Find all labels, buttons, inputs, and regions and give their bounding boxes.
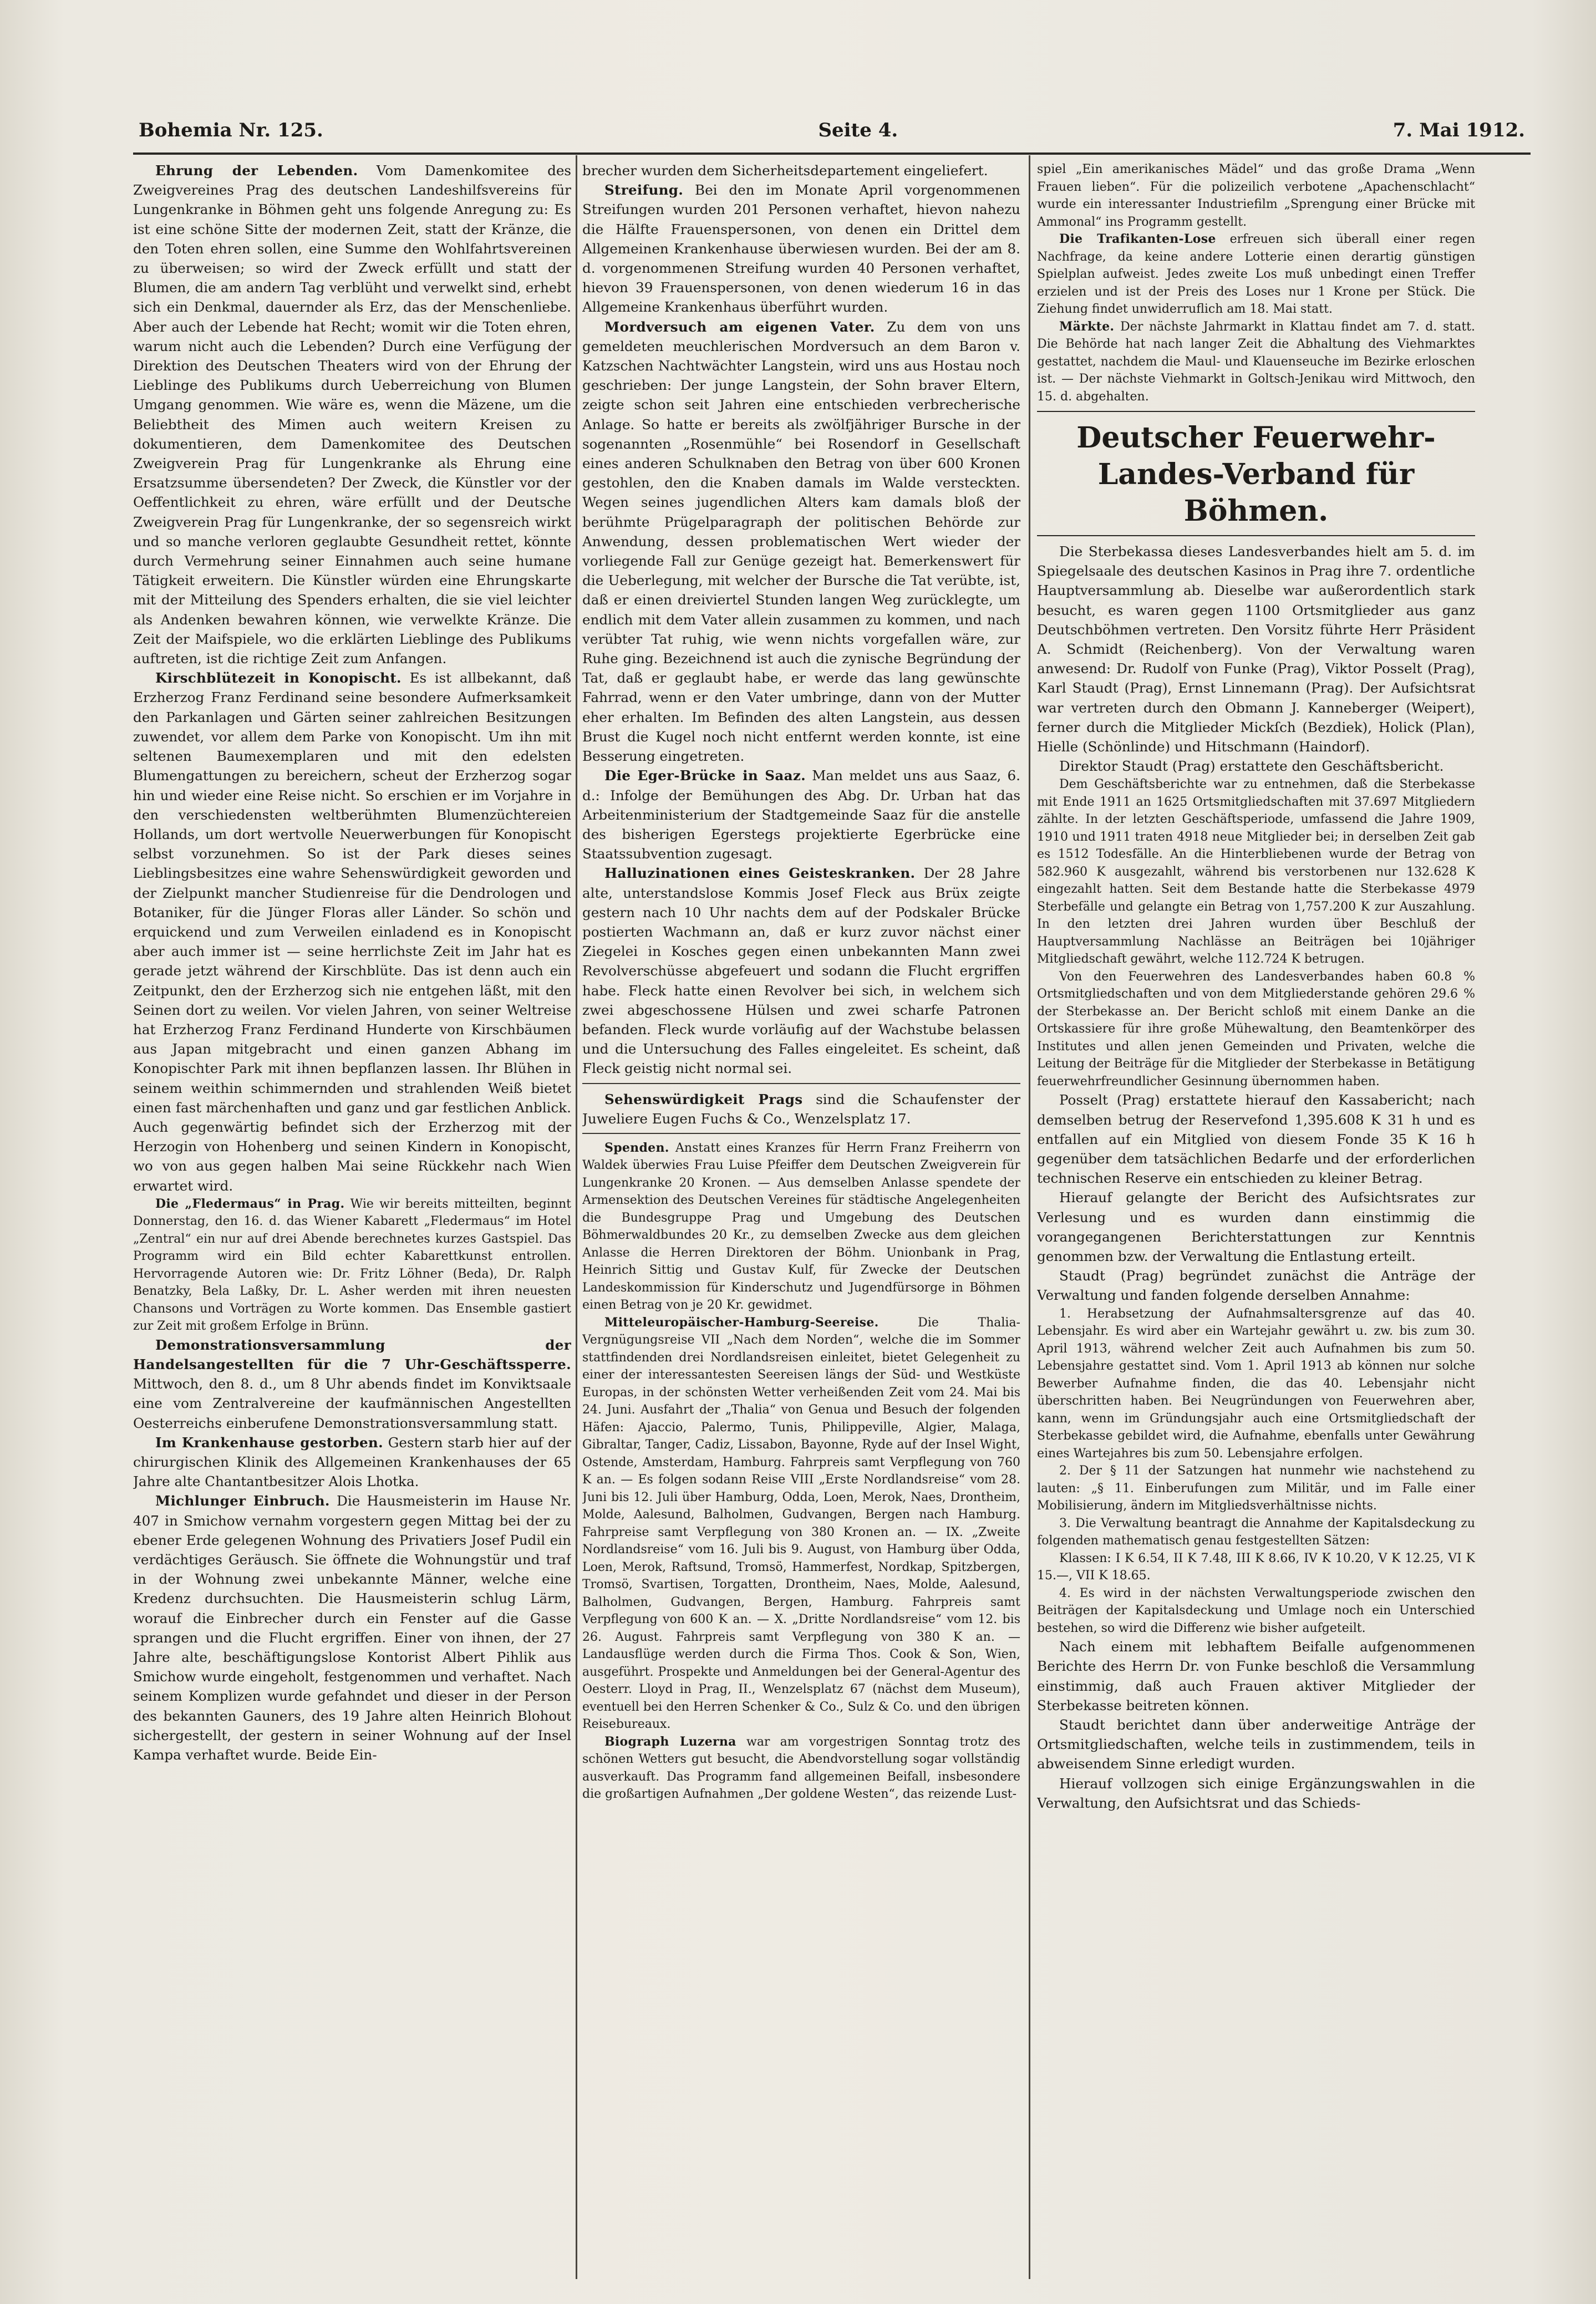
article-heading: Kirschblütezeit in Konopischt.	[155, 670, 401, 686]
article-heading: Die „Fledermaus“ in Prag.	[155, 1196, 345, 1211]
article-body: erfreuen sich überall einer regen Nachfrage, da keine andere Lotterie einen derartig günstigen Spielplan aufweist. Jedes zweite Los muß unbedingt einen Treffer erzielen und ist der Preis des Loses nur 1 Krone per Stück. Die Ziehung findet unwiderruflich am 18. Mai statt.	[1037, 232, 1475, 316]
article-heading: Michlunger Einbruch.	[155, 1493, 330, 1509]
report-paragraph: Staudt (Prag) begründet zunächst die Anträge der Verwaltung und fanden folgende derselben Annahme:	[1037, 1268, 1475, 1304]
report-paragraph: 4. Es wird in der nächsten Verwaltungsperiode zwischen den Beiträgen der Kapitalsdeckung und Umlage noch ein Unterschied bestehen, so wird die Differenz wie bisher aufgeteilt.	[1037, 1586, 1475, 1635]
report-paragraph: Hierauf gelangte der Bericht des Aufsichtsrates zur Verlesung und es wurden dann einstimmig die vorangegangenen Berichterstattungen zur Kenntnis genommen bzw. der Verwaltung die Entlastung erteilt.	[1037, 1189, 1475, 1265]
article-heading: Streifung.	[604, 182, 684, 199]
article-body: Es ist allbekannt, daß Erzherzog Franz Ferdinand seine besondere Aufmerksamkeit den Parkanlagen und Gärten seiner zahlreichen Besitzungen zuwendet, vor allem dem Parke von Konopischt. Um ihn mit seltenen Baumexemplaren und mit den edelsten Blumengattungen zu bereichern, scheut der Erzherzog sogar hin und wieder eine Reise nicht. So erschien er im Vorjahre in den verschiedensten weltberühmten Blumenzüchtereien Hollands, um dort wertvolle Neuerwerbungen für Konopischt selbst vorzunehmen. So ist der Park dieses seines Lieblingsbesitzes eine wahre Sehenswürdigkeit geworden und der Zielpunkt mancher Studienreise für die Dendrologen und Botaniker, für die Jünger Floras aller Länder. So schön und erquickend und zum Verweilen einladend es in Konopischt aber auch immer ist — seine herrlichste Zeit im Jahr hat es gerade jetzt während der Kirschblüte. Das ist denn auch ein Zeitpunkt, den der Erzherzog sich nie entgehen läßt, mit den Seinen dort zu weilen. Vor vielen Jahren, von seiner Weltreise hat Erzherzog Franz Ferdinand Hunderte von Kirschbäumen aus Japan mitgebracht und einen ganzen Abhang im Konopischter Park mit ihnen bepflanzen lassen. Ihr Blühen in seinem weithin schimmernden und strahlenden Weiß bietet einen fast märchenhaften und ganz und gar festlichen Anblick. Auch gegenwärtig befindet sich der Erzherzog mit der Herzogin von Hohenberg und seinen Kindern in Konopischt, wo von aus gegen halben Mai seine Rückkehr nach Wien erwartet wird.	[133, 670, 571, 1194]
article	[133, 1491, 571, 1764]
article	[582, 1733, 1020, 1803]
article-body: war am vorgestrigen Sonntag trotz des schönen Wetters gut besucht, die Abendvorstellung sogar vollständig ausverkauft. Das Programm fand allgemeinen Beifall, insbesondere die großartigen Aufnahmen „Der goldene Westen“, das reizende Lust-	[582, 1735, 1020, 1802]
column-divider	[1029, 155, 1030, 2279]
report-paragraph: Dem Geschäftsberichte war zu entnehmen, daß die Sterbekasse mit Ende 1911 an 1625 Ortsmitgliedschaften mit 37.697 Mitgliedern zählte. In der letzten Geschäftsperiode, umfassend die Jahre 1909, 1910 und 1911 traten 4918 neue Mitglieder bei; in derselben Zeit gab es 1512 Todesfälle. An die Hinterbliebenen wurde der Betrag von 582.960 K ausgezahlt, während bis verstorbenen nur 132.628 K eingezahlt hatten. Seit dem Bestande hatte die Sterbekasse 4979 Sterbefälle und gelangte ein Betrag von 1,757.200 K zur Auszahlung. In den letzten drei Jahren wurden über Beschluß der Hauptversammlung Nachlässe an Beiträgen bei 10jähriger Mitgliedschaft gewährt, welche 112.724 K betrugen.	[1037, 777, 1475, 967]
report-paragraph: Klassen: I K 6.54, II K 7.48, III K 8.66, IV K 10.20, V K 12.25, VI K 15.—, VII K 18.65.	[1037, 1551, 1475, 1583]
article	[133, 1335, 571, 1433]
article	[582, 766, 1020, 863]
article-body: Zu dem von uns gemeldeten meuchlerischen Mordversuch an dem Baron v. Katzschen Nachtwächter Langstein, wird uns aus Hostau noch geschrieben: Der junge Langstein, der Sohn braver Eltern, zeigte schon seit Jahren eine entschieden verbrecherische Anlage. So hatte er bereits als zwölfjähriger Bursche in der sogenannten „Rosenmühle“ bei Rosendorf in Gesellschaft eines anderen Schulknaben den Betrag von über 600 Kronen gestohlen, den die Knaben damals im Walde versteckten. Wegen seines jugendlichen Alters kam damals bloß der berühmte Prügelparagraph der politischen Behörde zur Anwendung, dessen problematischen Wert wieder der vorliegende Fall zur Genüge gezeigt hat. Bemerkenswert für die Ueberlegung, mit welcher der Bursche die Tat verübte, ist, daß er einen dreiviertel Stunden langen Weg zurücklegte, um endlich mit dem Vater allein zusammen zu kommen, und nach verübter Tat ruhig, wie wenn nichts vorgefallen wäre, zur Ruhe ging. Bezeichnend ist auch die zynische Begründung der Tat, daß er geglaubt habe, er werde das lang gewünschte Fahrrad, wenn er den Vater umbringe, dann von der Mutter eher erhalten. Im Befinden des alten Langstein, aus dessen Brust die Kugel noch nicht entfernt werden konnte, ist eine Besserung eingetreten.	[582, 318, 1020, 765]
article	[582, 863, 1020, 1078]
report-paragraph: Posselt (Prag) erstattete hierauf den Kassabericht; nach demselben betrug der Reservefond 1,395.608 K 31 h und es entfallen auf ein Mitglied von diesem Fonde 35 K 16 h gegenüber dem tatsächlichen Bedarfe und der erforderlichen technischen Reserve ein entschieden zu kleiner Betrag.	[1037, 1092, 1475, 1187]
article-heading: Märkte.	[1059, 319, 1115, 334]
article-heading: Die Trafikanten-Lose	[1059, 232, 1216, 246]
column-2	[582, 161, 1020, 2268]
article	[582, 180, 1020, 317]
section-headline: Deutscher Feuerwehr-Landes-Verband für Böhmen.	[1076, 421, 1436, 528]
report-paragraph: 3. Die Verwaltung beantragt die Annahme der Kapitalsdeckung zu folgenden mathematisch genau festgestellten Sätzen:	[1037, 1516, 1475, 1548]
article-body: Die Thalia-Vergnügungsreise VII „Nach dem Norden“, welche die im Sommer stattfindenden drei Nordlandsreisen einleitet, bietet Gelegenheit zu einer der interessantesten Seereisen längs der Süd- und Westküste Europas, in der schönsten Wetter verheißenden Zeit vom 24. Mai bis 24. Juni. Ausfahrt der „Thalia“ von Genua und Besuch der folgenden Häfen: Ajaccio, Palermo, Tunis, Philippeville, Algier, Malaga, Gibraltar, Tanger, Cadiz, Lissabon, Bayonne, Ryde auf der Insel Wight, Ostende, Amsterdam, Hamburg. Fahrpreis samt Verpflegung von 760 K an. — Es folgen sodann Reise VIII „Erste Nordlandsreise“ vom 28. Juni bis 12. Juli über Hamburg, Odda, Loen, Merok, Naes, Drontheim, Molde, Aalesund, Balholmen, Gudvangen, Bergen nach Hamburg. Fahrpreise samt Verpflegung von 380 Kronen an. — IX. „Zweite Nordlandsreise“ vom 16. Juli bis 9. August, von Hamburg über Odda, Loen, Merok, Raftsund, Tromsö, Hammerfest, Nordkap, Spitzbergen, Tromsö, Svartisen, Torgatten, Drontheim, Naes, Molde, Aalesund, Balholmen, Gudvangen, Bergen, Hamburg. Fahrpreis samt Verpflegung von 600 K an. — X. „Dritte Nordlandsreise“ vom 12. bis 26. August. Fahrpreis samt Verpflegung von 380 K an. — Landausflüge werden durch die Firma Thos. Cook & Son, Wien, ausgeführt. Prospekte und Anmeldungen bei der General-Agentur des Oesterr. Lloyd in Prag, II., Wenzelsplatz 67 (nächst dem Museum), eventuell bei den Herren Schenker & Co., Sulz & Co. und den übrigen Reisebureaux.	[582, 1315, 1020, 1732]
article-heading: Ehrung der Lebenden.	[155, 162, 358, 179]
section-rule	[1037, 411, 1475, 412]
article	[133, 668, 571, 1195]
section-rule	[1037, 535, 1475, 536]
article-body: Wie wir bereits mitteilten, beginnt Donnerstag, den 16. d. das Wiener Kabarett „Fledermaus“ im Hotel „Zentral“ ein nur auf drei Abende berechnetes kurzes Gastspiel. Das Programm wird ein Bild echter Kabarettkunst entrollen. Hervorragende Autoren wie: Dr. Fritz Löhner (Beda), Dr. Ralph Benatzky, Bela Laßky, Dr. L. Asher werden mit ihren neuesten Chansons und Vorträgen zu Worte kommen. Das Ensemble gastiert zur Zeit mit großem Erfolge in Brünn.	[133, 1197, 571, 1334]
article	[582, 317, 1020, 766]
report-paragraph: Die Sterbekassa dieses Landesverbandes hielt am 5. d. im Spiegelsaale des deutschen Kasinos in Prag ihre 7. ordentliche Hauptversammlung ab. Dieselbe war außerordentlich stark besucht, es waren gegen 1100 Ortsmitglieder aus ganz Deutschböhmen vertreten. Den Vorsitz führte Herr Präsident A. Schmidt (Reichenberg). Von der Verwaltung waren anwesend: Dr. Rudolf von Funke (Prag), Viktor Posselt (Prag), Karl Staudt (Prag), Ernst Linnemann (Prag). Der Aufsichtsrat war vertreten durch den Obmann J. Kanneberger (Weipert), ferner durch die Mitglieder Mickſch (Bezdiek), Holick (Plan), Hielle (Schönlinde) und Hitschmann (Haindorf).	[1037, 543, 1475, 755]
article-heading: Sehenswürdigkeit Prags	[604, 1091, 803, 1107]
article-continuation: brecher wurden dem Sicherheitsdepartement eingeliefert.	[582, 162, 988, 179]
report-paragraph: Hierauf vollzogen sich einige Ergänzungswahlen in die Verwaltung, den Aufsichtsrat und das Schieds-	[1037, 1775, 1475, 1811]
advertisement	[582, 1090, 1020, 1128]
report-paragraph: Nach einem mit lebhaftem Beifalle aufgenommenen Berichte des Herrn Dr. von Funke beschloß die Versammlung einstimmig, daß auch Frauen aktiver Mitglieder der Sterbekasse beitreten können.	[1037, 1639, 1475, 1713]
article-heading: Mordversuch am eigenen Vater.	[604, 318, 875, 335]
article-heading: Mitteleuropäischer-Hamburg-Seereise.	[604, 1315, 879, 1330]
article-heading: Halluzinationen eines Geisteskranken.	[604, 865, 916, 882]
masthead	[139, 111, 1525, 150]
article-body: Gestern starb hier auf der chirurgischen Klinik des Allgemeinen Krankenhauses der 65 Jahre alte Chantantbesitzer Alois Lhotka.	[133, 1434, 571, 1490]
report-paragraph: 1. Herabsetzung der Aufnahmsaltersgrenze auf das 40. Lebensjahr. Es wird aber ein Wartejahr gewährt u. zw. bis zum 30. April 1913, während welcher Zeit auch Aufnahmen bis zum 50. Lebensjahre gestattet sind. Vom 1. April 1913 ab können nur solche Bewerber Aufnahme finden, die das 40. Lebensjahr nicht überschritten haben. Bei Neugründungen von Feuerwehren aber, kann, wenn im Gründungsjahr auch eine Ortsmitgliedschaft der Sterbekasse gebildet wird, die Aufnahme, ebenfalls unter Gewährung eines Wartejahres bis zum 50. Lebensjahre erfolgen.	[1037, 1306, 1475, 1461]
article	[1037, 231, 1475, 318]
article-body: Vom Damenkomitee des Zweigvereines Prag des deutschen Landeshilfsvereins für Lungenkranke in Böhmen geht uns folgende Anregung zu: Es ist eine schöne Sitte der modernen Zeit, statt der Kränze, die den Toten ehren sollen, eine Summe den Wohlfahrtsvereinen zu überweisen; so wird der Zweck erfüllt und statt der Blumen, die am andern Tag verblüht und verwelkt sind, erhebt sich ein Denkmal, dauernder als Erz, das der Menschenliebe. Aber auch der Lebende hat Recht; womit wir die Toten ehren, warum nicht auch die Lebenden? Durch eine Verfügung der Direktion des Deutschen Theaters wird von der Ehrung der Lieblinge des Publikums durch Ueberreichung von Blumen Umgang genommen. Wie wäre es, wenn die Mäzene, um die Beliebtheit des Mimen auch weitern Kreisen zu dokumentieren, dem Damenkomitee des Deutschen Zweigverein Prag für Lungenkranke als Ehrung eine Ersatzsumme übersendeten? Der Zweck, die Künstler vor der Oeffentlichkeit zu ehren, wäre erfüllt und der Deutsche Zweigverein Prag für Lungenkranke, der so segensreich wirkt und so manche verloren geglaubte Gesundheit rettet, könnte durch Vermehrung seiner Einnahmen auch seine humane Tätigkeit erweitern. Die Künstler würden eine Ehrungskarte mit der Mitteilung des Spenders erhalten, die sie viel leichter als Andenken bewahren können, wie verwelkte Kränze. Die Zeit der Maifspiele, wo die erklärten Lieblinge des Publikums auftreten, ist die richtige Zeit zum Anfangen.	[133, 162, 571, 667]
article-heading: Die Eger-Brücke in Saaz.	[604, 767, 806, 784]
article-body: Bei den im Monate April vorgenommenen Streifungen wurden 201 Personen verhaftet, hievon nahezu die Hälfte Frauenspersonen, von denen ein Drittel dem Allgemeinen Krankenhause überwiesen wurden. Bei der am 8. d. vorgenommenen Streifung wurden 40 Personen verhaftet, hievon 39 Frauenspersonen, von denen wiederum 16 in das Allgemeine Krankenhaus überführt wurden.	[582, 182, 1020, 316]
article-heading: Demonstrationsversammlung der Handelsangestellten für die 7 Uhr-Geschäftssperre.	[133, 1336, 571, 1372]
article	[133, 1196, 571, 1335]
article-body: Mittwoch, den 8. d., um 8 Uhr abends findet im Konviktsaale eine vom Zentralvereine der kaufmännischen Angestellten Oesterreichs einberufene Demonstrationsversammlung statt.	[133, 1376, 571, 1431]
article-body: Der nächste Jahrmarkt in Klattau findet am 7. d. statt. Die Behörde hat nach langer Zeit die Abhaltung des Viehmarktes gestattet, nachdem die Maul- und Klauenseuche im Bezirke erloschen ist. — Der nächste Viehmarkt in Goltsch-Jenikau wird Mittwoch, den 15. d. abgehalten.	[1037, 319, 1475, 404]
column-1	[133, 161, 571, 2268]
report-paragraph: Direktor Staudt (Prag) erstattete den Geschäftsbericht.	[1059, 758, 1444, 775]
article-body: sind die Schaufenster der Juweliere Eugen Fuchs & Co., Wenzelsplatz 17.	[582, 1091, 1020, 1127]
report-paragraph: Von den Feuerwehren des Landesverbandes haben 60.8 % Ortsmitgliedschaften und von dem Mitgliederstande gehören 29.6 % der Sterbekasse an. Der Bericht schloß mit einem Danke an die Ortskassiere für ihre große Mühewaltung, den Beamtenkörper des Institutes und allen jenen Gemeinden und Privaten, welche die Leitung der Beiträge für die Mitglieder der Sterbekasse in Betätigung feuerwehrfreundlicher Gesinnung übernommen haben.	[1037, 969, 1475, 1089]
article-heading: Spenden.	[604, 1140, 669, 1155]
article-body: Anstatt eines Kranzes für Herrn Franz Freiherrn von Waldek überwies Frau Luise Pfeiffer dem Deutschen Zweigverein für Lungenkranke 20 Kronen. — Aus demselben Anlasse spendete der Armensektion des Deutschen Vereines für städtische Angelegenheiten die Bundesgruppe Prag und Umgebung des Deutschen Böhmerwaldbundes 20 Kr., zu demselben Zwecke aus dem gleichen Anlasse die Herren Direktoren der Böhm. Unionbank in Prag, Heinrich Sittig und Gustav Kulf, für Zwecke der Deutschen Landeskommission für Kinderschutz und Jugendfürsorge in Böhmen einen Betrag von je 20 Kr. gewidmet.	[582, 1141, 1020, 1313]
section-separator	[582, 1083, 1020, 1084]
section-separator	[582, 1133, 1020, 1134]
column-3	[1037, 161, 1475, 2268]
article-body: Der 28 Jahre alte, unterstandslose Kommis Josef Fleck aus Brüx zeigte gestern nach 10 Uhr nachts dem auf der Podskaler Brücke postierten Wachmann an, daß er kurz zuvor nächst einer Ziegelei in Kosches gegen einen unbekannten Mann zwei Revolverschüsse abgefeuert und sodann die Flucht ergriffen habe. Fleck hatte einen Revolver bei sich, in welchem sich zwei abgeschossene Hülsen und zwei scharfe Patronen befanden. Fleck wurde vorläufig auf der Wachstube belassen und die Untersuchung des Falles eingeleitet. Es scheint, daß Fleck geistig nicht normal sei.	[582, 865, 1020, 1077]
column-divider	[576, 155, 577, 2279]
article-continuation: spiel „Ein amerikanisches Mädel“ und das große Drama „Wenn Frauen lieben“. Für die polizeilich verbotene „Apachenschlacht“ wurde ein interessanter Industriefilm „Sprengung einer Brücke mit Ammonal“ ins Programm gestellt.	[1037, 162, 1475, 229]
article	[133, 161, 571, 668]
masthead-rule	[133, 152, 1531, 155]
article	[1037, 318, 1475, 406]
article	[582, 1314, 1020, 1733]
report-paragraph: 2. Der § 11 der Satzungen hat nunmehr wie nachstehend zu lauten: „§ 11. Einberufungen zum Militär, und im Falle einer Mobilisierung, ändern im Mitgliedsverhältnisse nichts.	[1037, 1464, 1475, 1513]
article-body: Man meldet uns aus Saaz, 6. d.: Infolge der Bemühungen des Abg. Dr. Urban hat das Arbeitenministerium der Stadtgemeinde Saaz für die anstelle des bisherigen Egerstegs projektierte Egerbrücke eine Staatssubvention zugesagt.	[582, 767, 1020, 862]
masthead-paper-issue: Bohemia Nr. 125.	[139, 119, 323, 141]
article-heading: Biograph Luzerna	[604, 1734, 736, 1749]
article-body: Die Hausmeisterin im Hause Nr. 407 in Smichow vernahm vorgestern gegen Mittag bei der zu ebener Erde gelegenen Wohnung des Privatiers Josef Pudil ein verdächtiges Geräusch. Sie öffnete die Wohnungstür und traf in der Wohnung zwei unbekannte Männer, welche eine Kredenz durchsuchten. Die Hausmeisterin schlug Lärm, worauf die Einbrecher durch ein Fenster auf die Gasse sprangen und die Flucht ergriffen. Einer von ihnen, der 27 Jahre alte, beschäftigungslose Kontorist Albert Pihlik aus Smichow wurde eingeholt, festgenommen und verhaftet. Nach seinem Komplizen wurde gefahndet und dieser in der Person des bekannten Gauners, des 19 Jahre alten Heinrich Blohout sichergestellt, der gestern in seiner Wohnung auf der Insel Kampa verhaftet wurde. Beide Ein-	[133, 1493, 571, 1763]
masthead-page-number: Seite 4.	[818, 119, 898, 141]
article	[133, 1433, 571, 1492]
article	[582, 1140, 1020, 1314]
report-paragraph: Staudt berichtet dann über anderweitige Anträge der Ortsmitgliedschaften, welche teils in zustimmendem, teils in abweisendem Sinne erledigt wurden.	[1037, 1716, 1475, 1772]
article-heading: Im Krankenhause gestorben.	[155, 1434, 383, 1451]
masthead-date: 7. Mai 1912.	[1392, 119, 1525, 141]
